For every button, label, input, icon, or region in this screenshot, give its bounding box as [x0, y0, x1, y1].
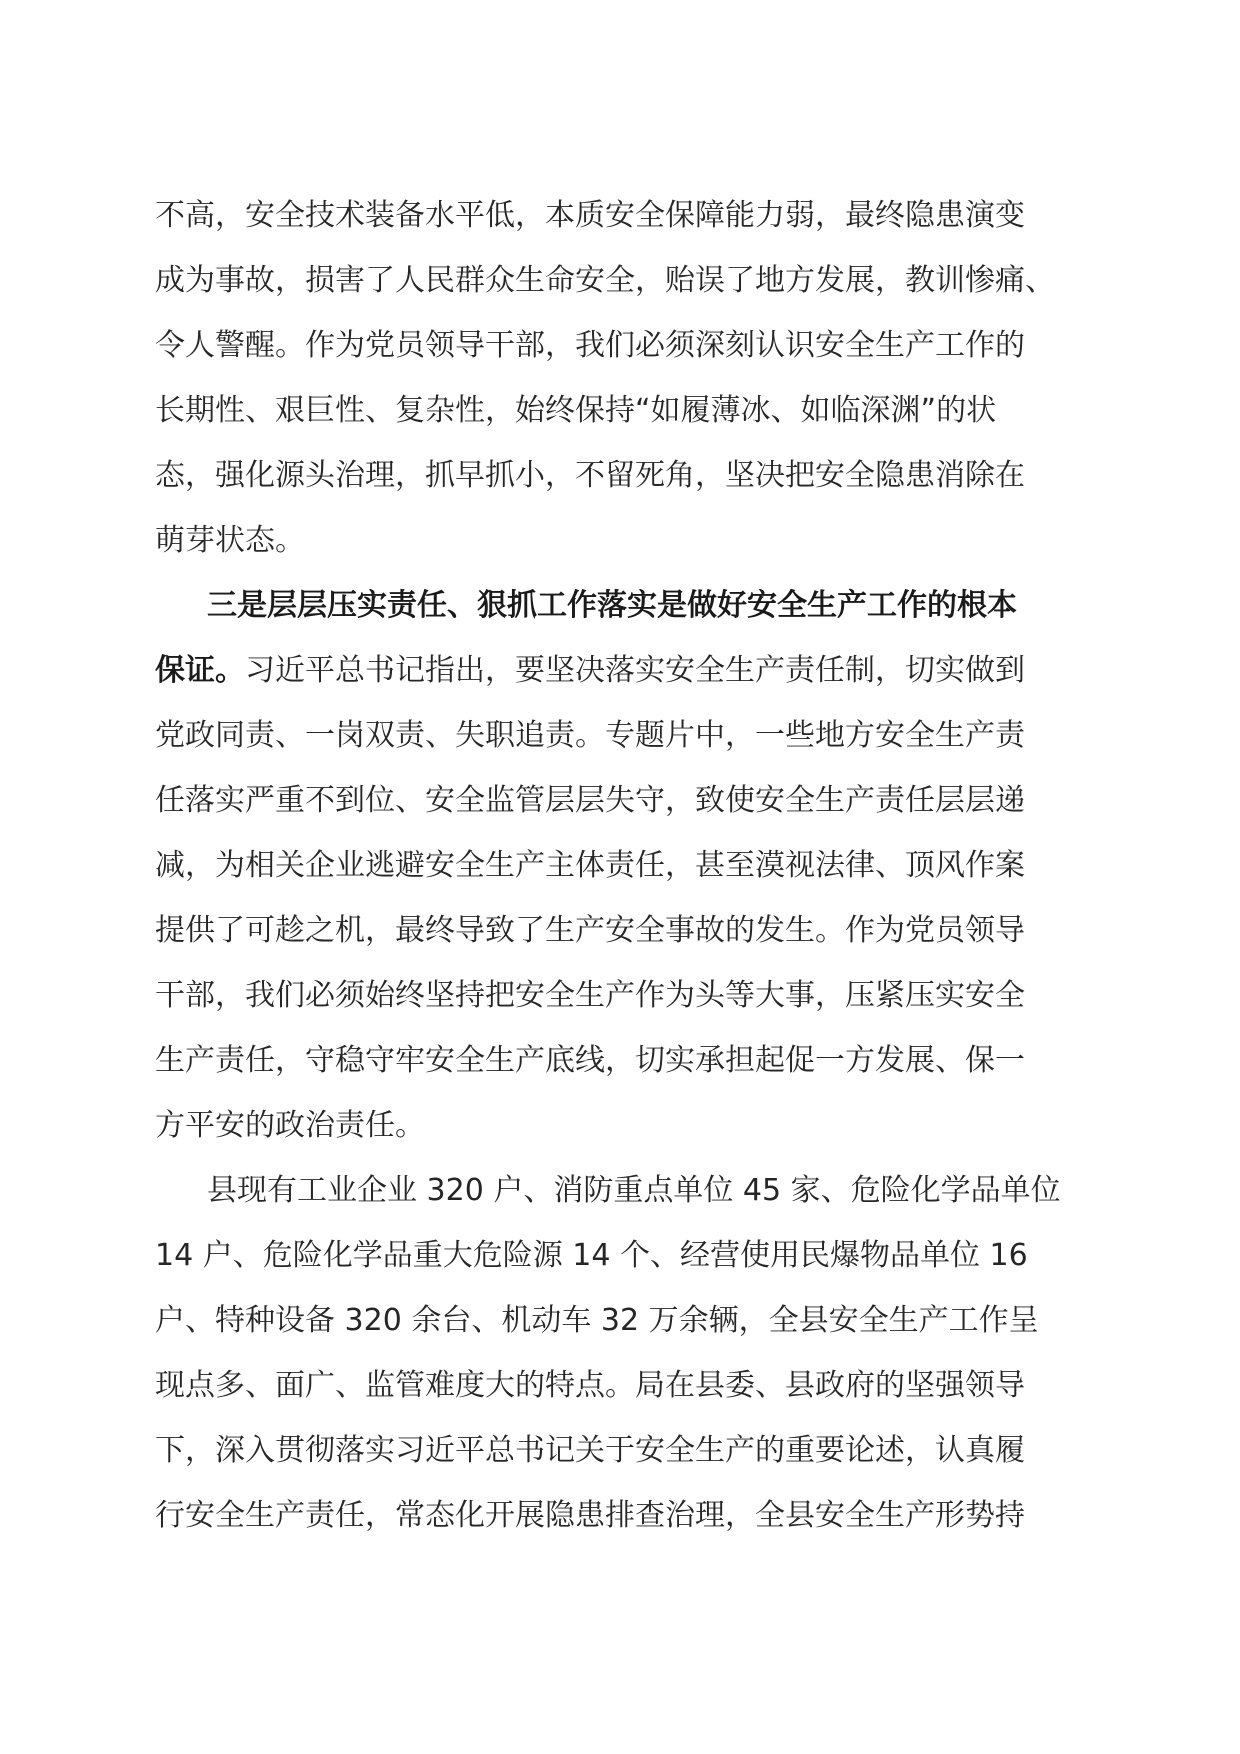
- text-line: 干部，我们必须始终坚持把安全生产作为头等大事，压紧压实安全: [155, 978, 1025, 1013]
- text-line: 县现有工业企业 320 户、消防重点单位 45 家、危险化学品单位: [207, 1173, 1061, 1208]
- text-line: 长期性、艰巨性、复杂性，始终保持“如履薄冰、如临深渊”的状: [155, 393, 997, 428]
- text-line: 方平安的政治责任。: [155, 1108, 425, 1143]
- text-line: 生产责任，守稳守牢安全生产底线，切实承担起促一方发展、保一: [155, 1043, 1025, 1078]
- text-line: 现点多、面广、监管难度大的特点。局在县委、县政府的坚强领导: [155, 1368, 1025, 1403]
- text-line: 成为事故，损害了人民群众生命安全，贻误了地方发展，教训惨痛、: [155, 263, 1055, 298]
- text-line: [155, 638, 1095, 703]
- document-body: [155, 183, 1095, 1548]
- text-line: 任落实严重不到位、安全监管层层失守，致使安全生产责任层层递: [155, 783, 1025, 818]
- text-line: [155, 573, 1095, 638]
- text-line: 不高，安全技术装备水平低，本质安全保障能力弱，最终隐患演变: [155, 198, 1025, 233]
- paragraph-1: [155, 183, 1095, 573]
- text-line: 态，强化源头治理，抓早抓小，不留死角，坚决把安全隐患消除在: [155, 458, 1025, 493]
- text-line: 令人警醒。作为党员领导干部，我们必须深刻认识安全生产工作的: [155, 328, 1025, 363]
- text-line: 提供了可趁之机，最终导致了生产安全事故的发生。作为党员领导: [155, 913, 1025, 948]
- paragraph-3: [155, 1158, 1095, 1548]
- body-text: 习近平总书记指出，要坚决落实安全生产责任制，切实做到: [245, 653, 1025, 688]
- text-line: 户、特种设备 320 余台、机动车 32 万余辆，全县安全生产工作呈: [155, 1303, 1039, 1338]
- text-line: 党政同责、一岗双责、失职追责。专题片中，一些地方安全生产责: [155, 718, 1025, 753]
- bold-heading-text: 保证。: [155, 653, 245, 688]
- text-line: 14 户、危险化学品重大危险源 14 个、经营使用民爆物品单位 16: [155, 1238, 1028, 1273]
- text-line: 下，深入贯彻落实习近平总书记关于安全生产的重要论述，认真履: [155, 1433, 1025, 1468]
- text-line: 萌芽状态。: [155, 523, 305, 558]
- text-line: 减，为相关企业逃避安全生产主体责任，甚至漠视法律、顶风作案: [155, 848, 1025, 883]
- bold-heading-text: 三是层层压实责任、狠抓工作落实是做好安全生产工作的根本: [207, 588, 1017, 623]
- text-line: 行安全生产责任，常态化开展隐患排查治理，全县安全生产形势持: [155, 1498, 1025, 1533]
- paragraph-2: [155, 573, 1095, 1158]
